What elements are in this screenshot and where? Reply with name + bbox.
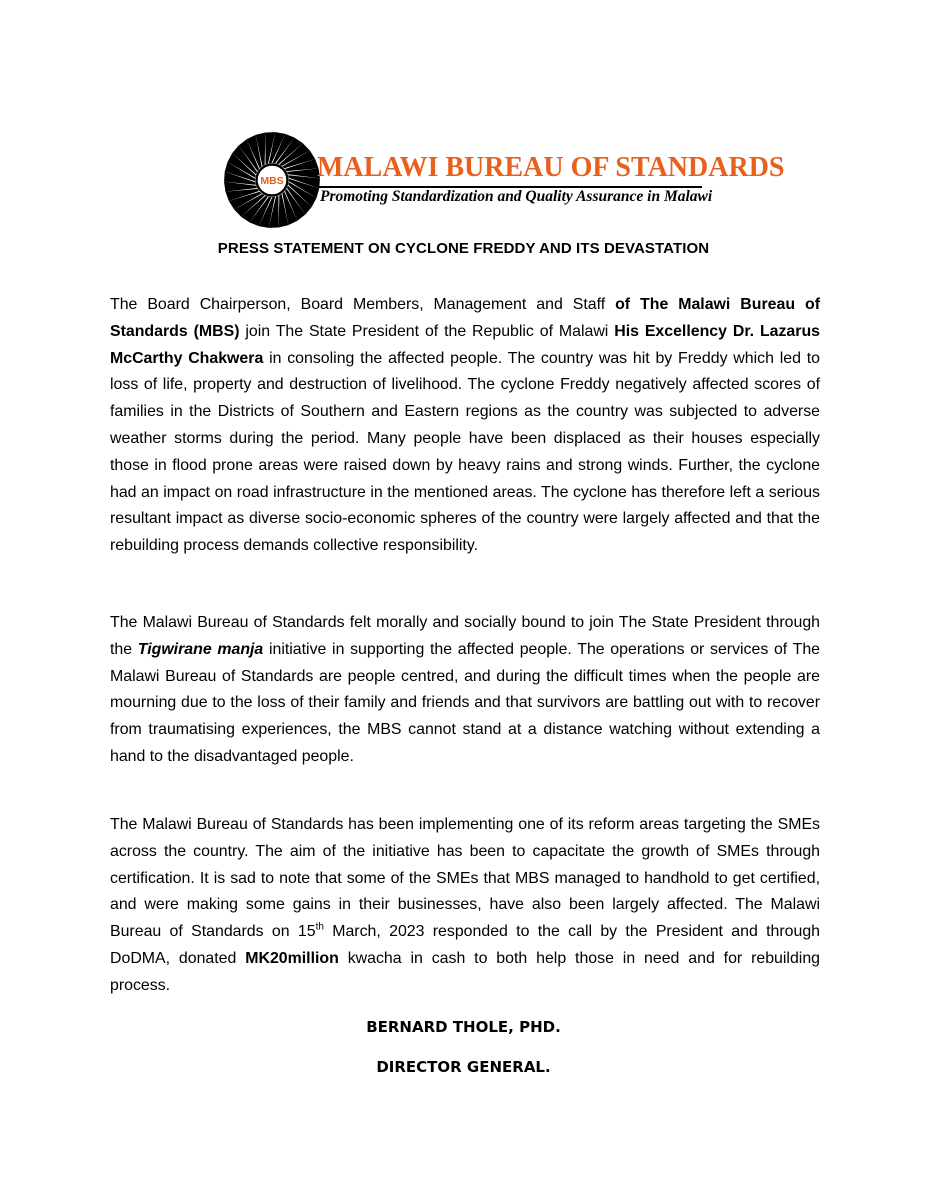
p1-bold-organization: of The Malawi Bureau of Standards (MBS)	[110, 296, 820, 340]
p3-text-1: The Malawi Bureau of Standards has been implementing one of its reform areas targeting the SMEs across the country. The aim of the initiative has been to capacitate the growth of SMEs through certification. It is sad to note that some of the SMEs that MBS managed to handhold to get certified, and were making some gains in their businesses, have also been largely affected. The Malawi Bureau of Standards on 15	[110, 816, 820, 941]
logo-text: MBS	[260, 175, 284, 187]
p1-bold-president: His Excellency Dr. Lazarus McCarthy Chakwera	[110, 322, 820, 367]
mbs-sunburst-logo-icon	[222, 130, 322, 230]
letterhead	[222, 130, 785, 235]
organization-slogan: Promoting Standardization and Quality Assurance in Malawi	[320, 188, 713, 205]
organization-name: MALAWI BUREAU OF STANDARDS	[317, 152, 785, 183]
p1-text-1: The Board Chairperson, Board Members, Management and Staff	[110, 296, 616, 313]
p2-text-1: The Malawi Bureau of Standards felt morally and socially bound to join The State President through the	[110, 614, 820, 658]
paragraph-2	[110, 610, 820, 771]
p2-bold-italic-initiative: Tigwirane manja	[137, 640, 264, 658]
p3-text-2: March, 2023 responded to the call by the President and through DoDMA, donated	[110, 923, 820, 967]
signatory-name: BERNARD THOLE, PHD.	[366, 1018, 561, 1036]
p3-bold-amount: MK20million	[245, 949, 339, 967]
p1-text-3: in consoling the affected people. The country was hit by Freddy which led to loss of life, property and destruction of livelihood. The cyclone Freddy negatively affected scores of families in the Districts of Southern and Eastern regions as the country was subjected to adverse weather storms during the period. Many people have been displaced as their houses especially those in flood prone areas were raised down by heavy rains and strong winds. Further, the cyclone had an impact on road infrastructure in the mentioned areas. The cyclone has therefore left a serious resultant impact as diverse socio-economic spheres of the country were largely affected and that the rebuilding process demands collective responsibility.	[110, 349, 820, 555]
paragraph-3	[110, 812, 820, 1000]
p1-text-2: join The State President of the Republic of Malawi	[239, 322, 615, 340]
signatory-title: DIRECTOR GENERAL.	[376, 1058, 551, 1076]
p3-superscript: th	[315, 921, 324, 933]
press-statement-title: PRESS STATEMENT ON CYCLONE FREDDY AND ITS DEVASTATION	[217, 240, 710, 257]
paragraph-1	[110, 292, 820, 560]
p3-text-3: kwacha in cash to both help those in need and for rebuilding process.	[110, 949, 821, 994]
p2-text-2: initiative in supporting the affected people. The operations or services of The Malawi Bureau of Standards are people centred, and during the difficult times when the people are mourning due to the loss of their family and friends and that survivors are battling out with to recover from traumatising experiences, the MBS cannot stand at a distance watching without extending a hand to the disadvantaged people.	[110, 640, 820, 765]
